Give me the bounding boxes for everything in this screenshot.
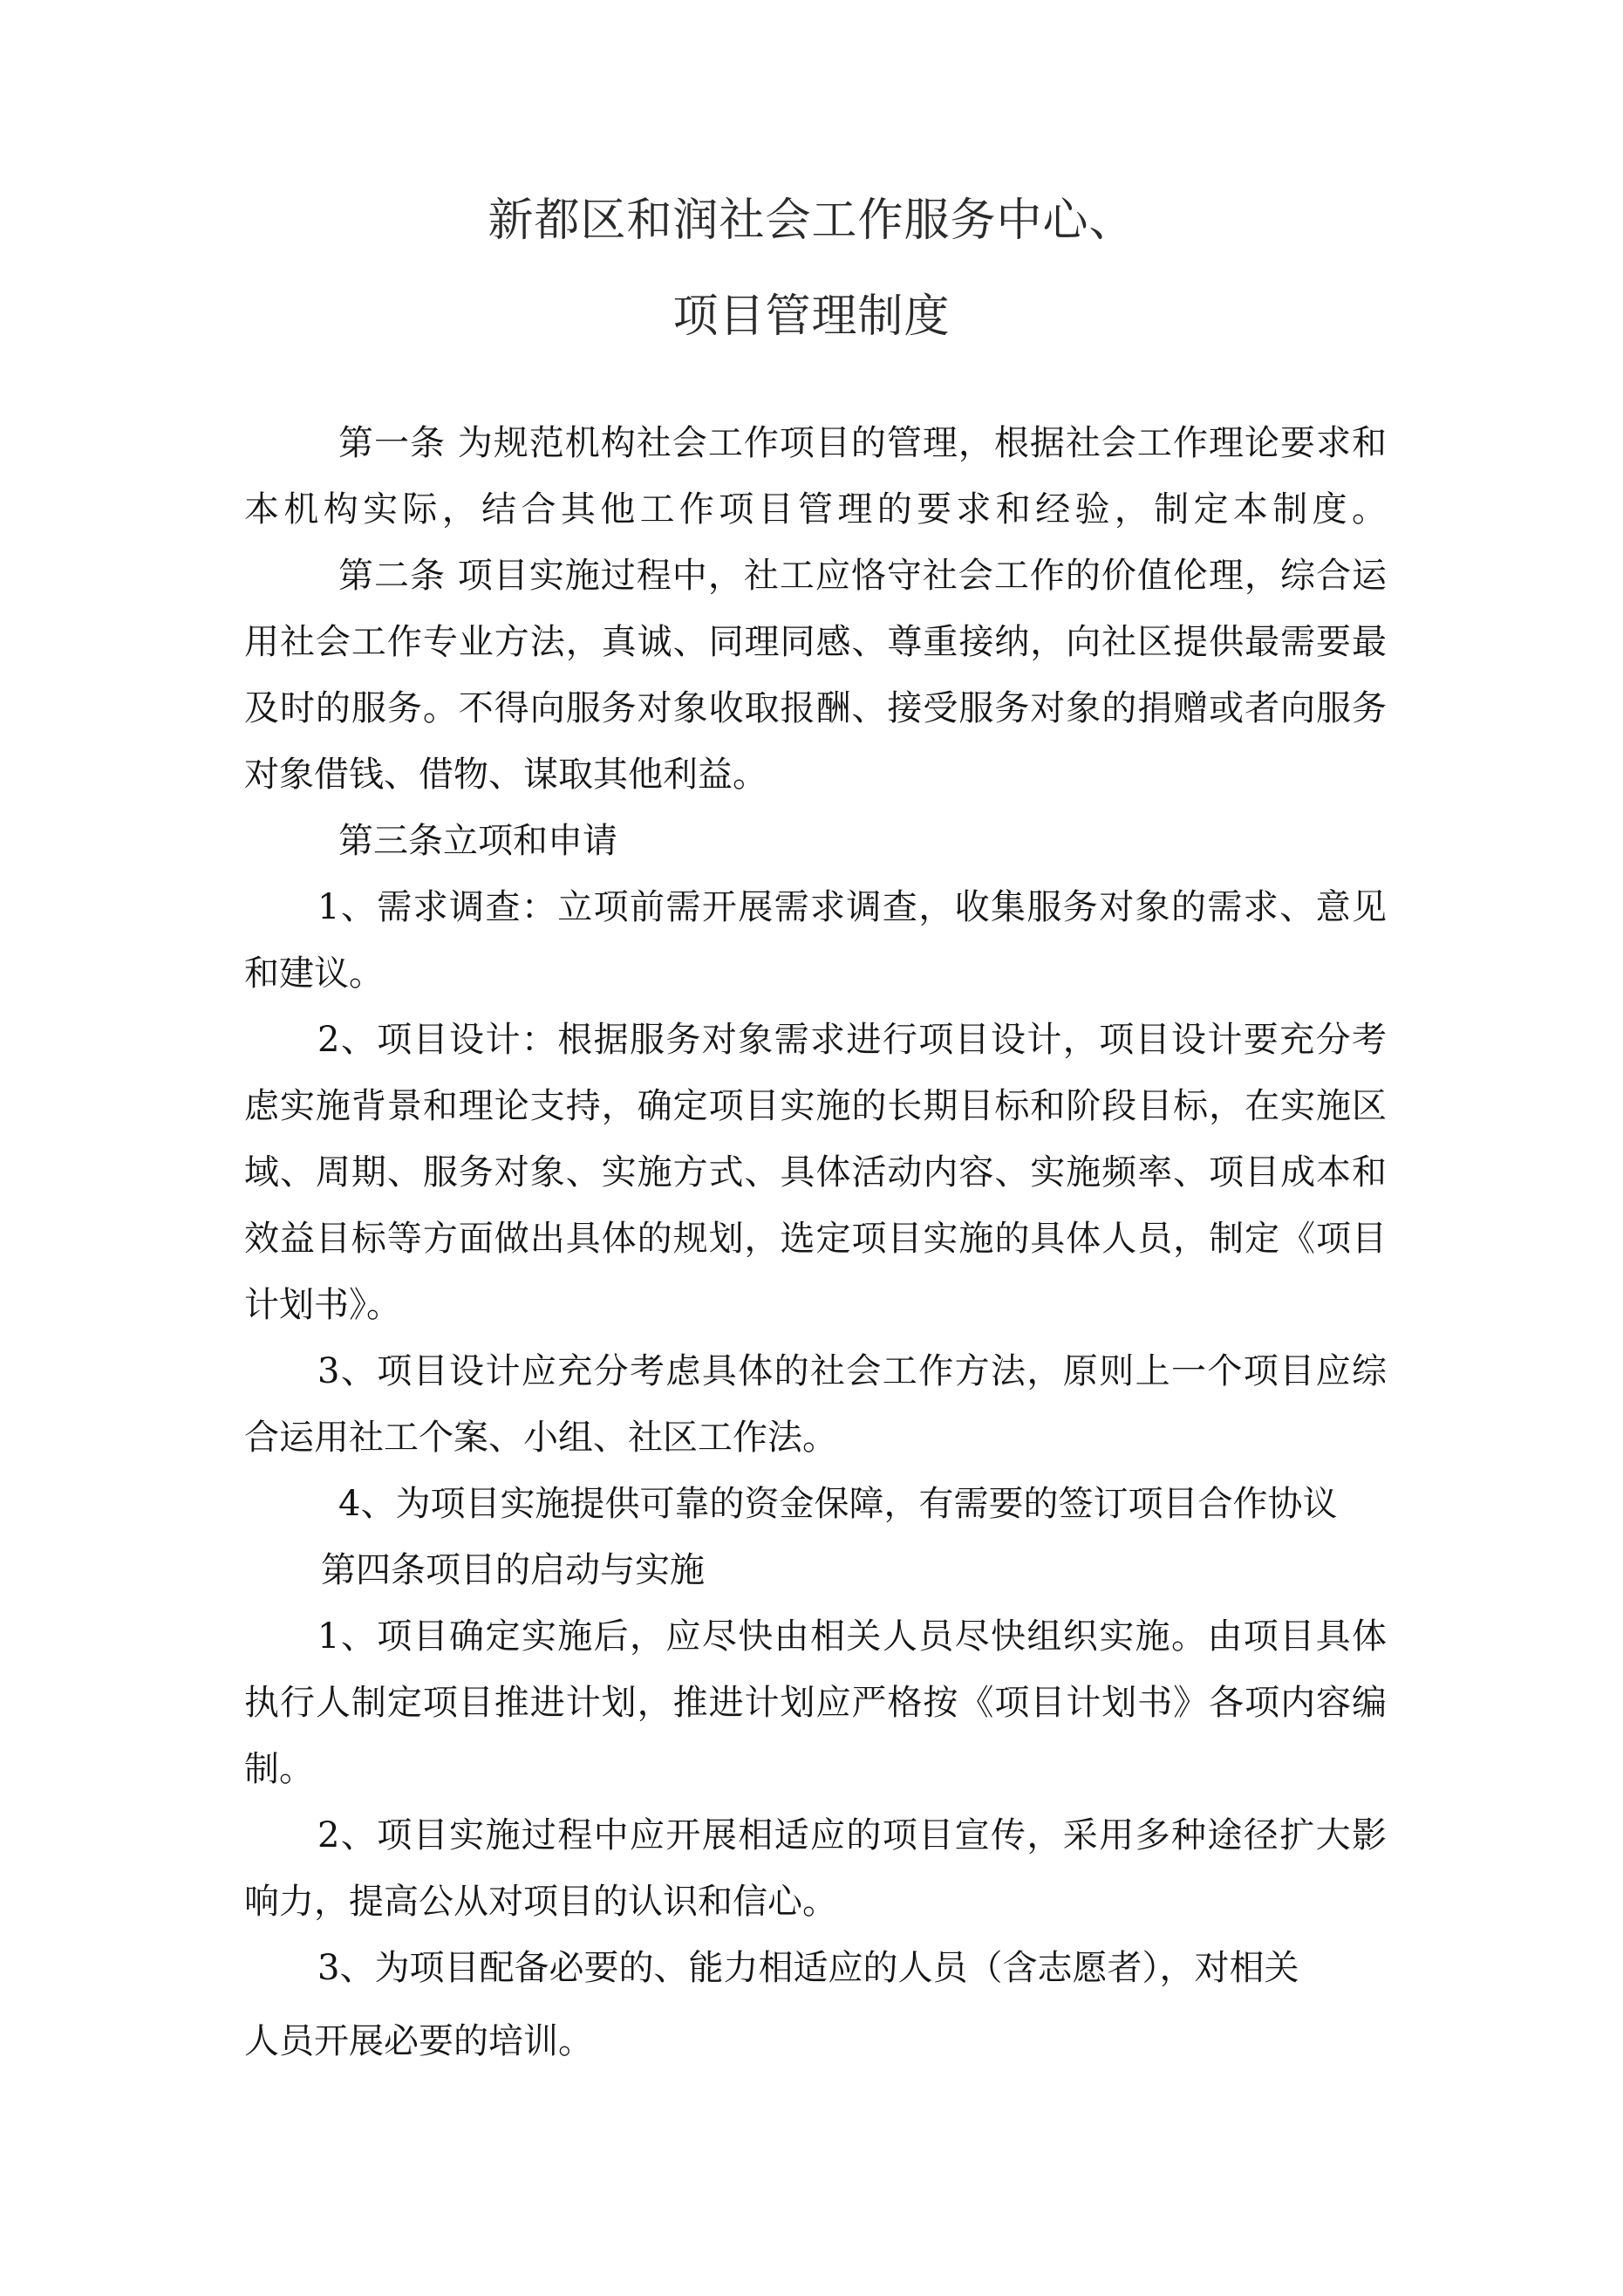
article-3-heading: 第三条立项和申请: [338, 821, 617, 861]
article-2-line-3: 及时的服务。不得向服务对象收取报酬、接受服务对象的捐赠或者向服务: [244, 688, 1387, 728]
article-3-item-3-line-2: 合运用社工个案、小组、社区工作法。: [244, 1418, 837, 1458]
article-2-line-1: 第二条 项目实施过程中，社工应恪守社会工作的价值伦理，综合运: [338, 556, 1387, 596]
article-4-heading: 第四条项目的启动与实施: [321, 1550, 705, 1590]
article-3-item-2-line-5: 计划书》。: [244, 1285, 401, 1325]
article-3-item-2-line-1: 2、项目设计：根据服务对象需求进行项目设计，项目设计要充分考: [317, 1020, 1387, 1060]
article-3-item-2-line-3: 域、周期、服务对象、实施方式、具体活动内容、实施频率、项目成本和: [244, 1152, 1387, 1192]
article-2-line-4: 对象借钱、借物、谋取其他利益。: [244, 755, 767, 795]
document-title-line-2: 项目管理制度: [672, 290, 951, 343]
article-4-item-1-line-1: 1、项目确定实施后，应尽快由相关人员尽快组织实施。由项目具体: [317, 1616, 1387, 1657]
article-3-item-3-line-1: 3、项目设计应充分考虑具体的社会工作方法，原则上一个项目应综: [317, 1351, 1387, 1391]
article-1-line-2: 本机构实际，结合其他工作项目管理的要求和经验，制定本制度。: [244, 489, 1387, 530]
article-1-line-1: 第一条 为规范机构社会工作项目的管理，根据社会工作理论要求和: [338, 423, 1387, 463]
article-3-item-1-line-1: 1、需求调查：立项前需开展需求调查，收集服务对象的需求、意见: [317, 887, 1387, 927]
article-2-line-2: 用社会工作专业方法，真诚、同理同感、尊重接纳，向社区提供最需要最: [244, 622, 1387, 662]
article-4-item-2-line-1: 2、项目实施过程中应开展相适应的项目宣传，采用多种途径扩大影: [317, 1815, 1387, 1855]
document-title-line-1: 新都区和润社会工作服务中心、: [488, 195, 1135, 247]
article-3-item-4: 4、为项目实施提供可靠的资金保障，有需要的签订项目合作协议: [338, 1484, 1338, 1524]
article-3-item-2-line-4: 效益目标等方面做出具体的规划，选定项目实施的具体人员，制定《项目: [244, 1219, 1387, 1259]
article-4-item-1-line-2: 执行人制定项目推进计划，推进计划应严格按《项目计划书》各项内容编: [244, 1683, 1387, 1723]
article-4-item-3-line-1: 3、为项目配备必要的、能力相适应的人员（含志愿者），对相关: [317, 1948, 1299, 1988]
article-4-item-1-line-3: 制。: [244, 1749, 314, 1789]
article-3-item-1-line-2: 和建议。: [244, 953, 384, 994]
article-3-item-2-line-2: 虑实施背景和理论支持，确定项目实施的长期目标和阶段目标，在实施区: [244, 1086, 1387, 1126]
article-4-item-3-line-2: 人员开展必要的培训。: [244, 2021, 593, 2061]
article-4-item-2-line-2: 响力，提高公从对项目的认识和信心。: [244, 1882, 837, 1922]
